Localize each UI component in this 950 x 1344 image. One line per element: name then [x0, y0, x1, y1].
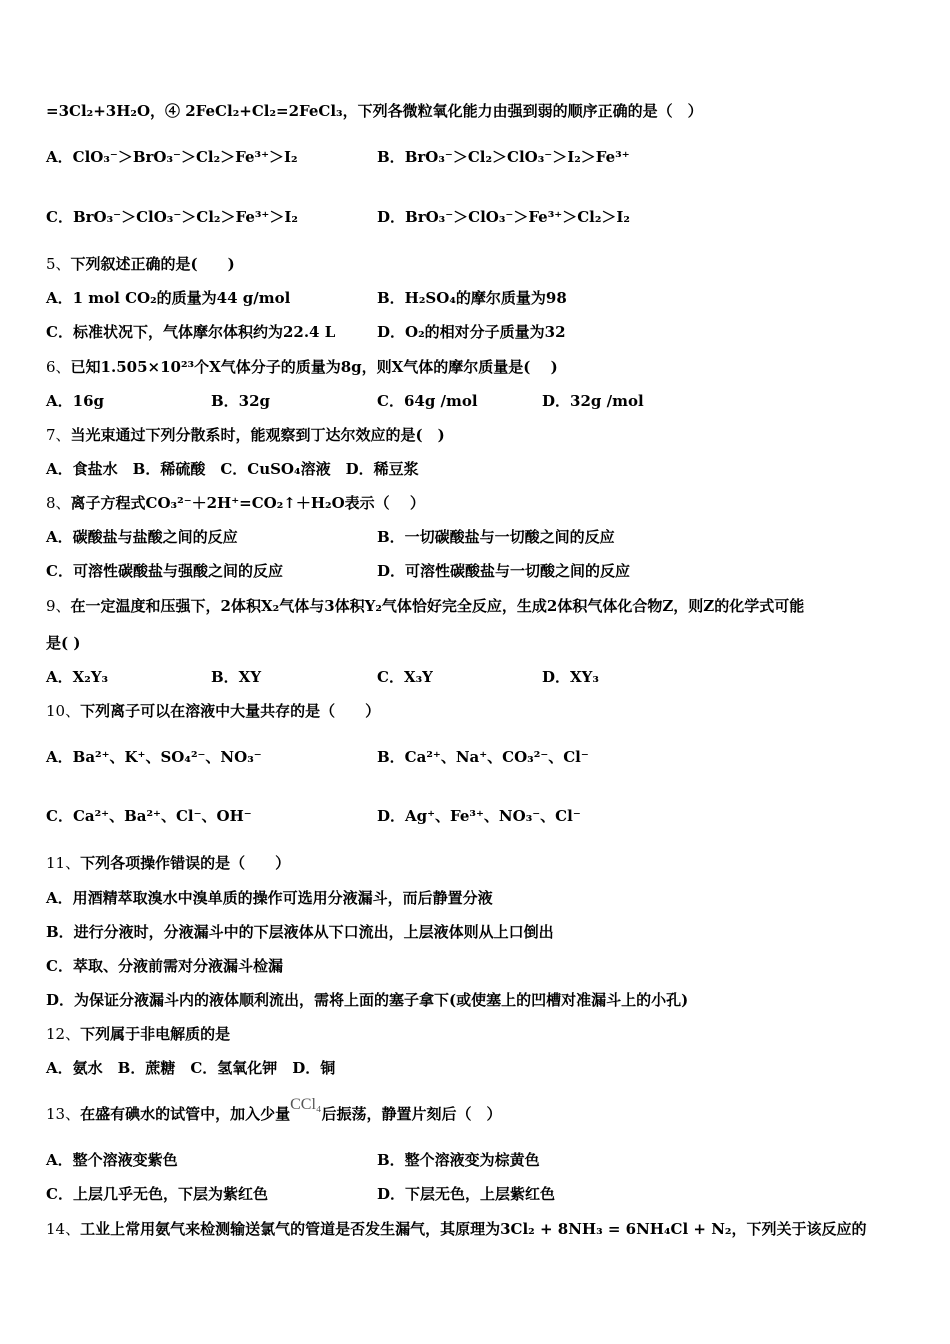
q10-option-a: A．Ba²⁺、K⁺、SO₄²⁻、NO₃⁻: [46, 748, 262, 766]
q4-option-b: B．BrO₃⁻＞Cl₂＞ClO₃⁻＞I₂＞Fe³⁺: [377, 148, 630, 166]
ccl4-formula: CCl₄: [290, 1096, 322, 1113]
q12-options: A．氨水 B．蔗糖 C．氢氧化钾 D．铜: [46, 1059, 336, 1077]
q6-stem: 6、已知1.505×10²³个X气体分子的质量为8g，则X气体的摩尔质量是( ): [46, 358, 558, 376]
q6-option-b: B．32g: [211, 392, 271, 410]
q6-option-c: C．64g /mol: [377, 392, 478, 410]
q9-option-d: D．XY₃: [542, 668, 599, 686]
q8-option-a: A．碳酸盐与盐酸之间的反应: [46, 528, 238, 546]
q13-option-b: B．整个溶液变为棕黄色: [377, 1151, 540, 1169]
q11-option-c: C．萃取、分液前需对分液漏斗检漏: [46, 957, 283, 975]
q10-stem: 10、下列离子可以在溶液中大量共存的是（ ）: [46, 702, 381, 720]
q5-option-d: D．O₂的相对分子质量为32: [377, 323, 566, 341]
q10-option-b: B．Ca²⁺、Na⁺、CO₃²⁻、Cl⁻: [377, 748, 589, 766]
q13-option-a: A．整个溶液变紫色: [46, 1151, 178, 1169]
q8-stem: 8、离子方程式CO₃²⁻＋2H⁺=CO₂↑＋H₂O表示（ ）: [46, 494, 425, 512]
q13-option-c: C．上层几乎无色，下层为紫红色: [46, 1185, 268, 1203]
q5-option-b: B．H₂SO₄的摩尔质量为98: [377, 289, 567, 307]
q13-option-d: D．下层无色，上层紫红色: [377, 1185, 556, 1203]
q6-option-d: D．32g /mol: [542, 392, 644, 410]
q4-option-d: D．BrO₃⁻＞ClO₃⁻＞Fe³⁺＞Cl₂＞I₂: [377, 208, 630, 226]
q6-option-a: A．16g: [46, 392, 105, 410]
q8-option-d: D．可溶性碳酸盐与一切酸之间的反应: [377, 562, 631, 580]
q13-stem: 13、在盛有碘水的试管中，加入少量CCl₄后振荡，静置片刻后（ ）: [46, 1096, 502, 1123]
q12-stem: 12、下列属于非电解质的是: [46, 1025, 231, 1043]
q4-option-a: A．ClO₃⁻＞BrO₃⁻＞Cl₂＞Fe³⁺＞I₂: [46, 148, 298, 166]
q9-option-a: A．X₂Y₃: [46, 668, 109, 686]
q10-option-c: C．Ca²⁺、Ba²⁺、Cl⁻、OH⁻: [46, 807, 252, 825]
q10-option-d: D．Ag⁺、Fe³⁺、NO₃⁻、Cl⁻: [377, 807, 581, 825]
q11-option-a: A．用酒精萃取溴水中溴单质的操作可选用分液漏斗，而后静置分液: [46, 889, 493, 907]
q8-option-c: C．可溶性碳酸盐与强酸之间的反应: [46, 562, 283, 580]
q9-stem-cont: 是( ): [46, 634, 81, 652]
q4-option-c: C．BrO₃⁻＞ClO₃⁻＞Cl₂＞Fe³⁺＞I₂: [46, 208, 298, 226]
q11-stem: 11、下列各项操作错误的是（ ）: [46, 854, 291, 872]
q5-option-a: A．1 mol CO₂的质量为44 g/mol: [46, 289, 291, 307]
q9-option-c: C．X₃Y: [377, 668, 433, 686]
q11-option-d: D．为保证分液漏斗内的液体顺利流出，需将上面的塞子拿下(或使塞上的凹槽对准漏斗上的小孔): [46, 991, 689, 1009]
q11-option-b: B．进行分液时，分液漏斗中的下层液体从下口流出，上层液体则从上口倒出: [46, 923, 554, 941]
q7-options: A．食盐水 B．稀硫酸 C．CuSO₄溶液 D．稀豆浆: [46, 460, 419, 478]
q14-stem: 14、工业上常用氨气来检测输送氯气的管道是否发生漏气，其原理为3Cl₂ + 8NH₃ = 6NH₄Cl + N₂，下列关于该反应的: [46, 1220, 867, 1238]
q5-stem: 5、下列叙述正确的是( ): [46, 255, 235, 273]
q4-stem-tail: =3Cl₂+3H₂O，④ 2FeCl₂+Cl₂=2FeCl₃，下列各微粒氧化能力由强到弱的顺序正确的是（ ）: [46, 102, 703, 120]
q8-option-b: B．一切碳酸盐与一切酸之间的反应: [377, 528, 615, 546]
q5-option-c: C．标准状况下，气体摩尔体积约为22.4 L: [46, 323, 336, 341]
q7-stem: 7、当光束通过下列分散系时，能观察到丁达尔效应的是( ): [46, 426, 445, 444]
q9-stem: 9、在一定温度和压强下，2体积X₂气体与3体积Y₂气体恰好完全反应，生成2体积气体化合物Z，则Z的化学式可能: [46, 597, 805, 615]
q9-option-b: B．XY: [211, 668, 262, 686]
